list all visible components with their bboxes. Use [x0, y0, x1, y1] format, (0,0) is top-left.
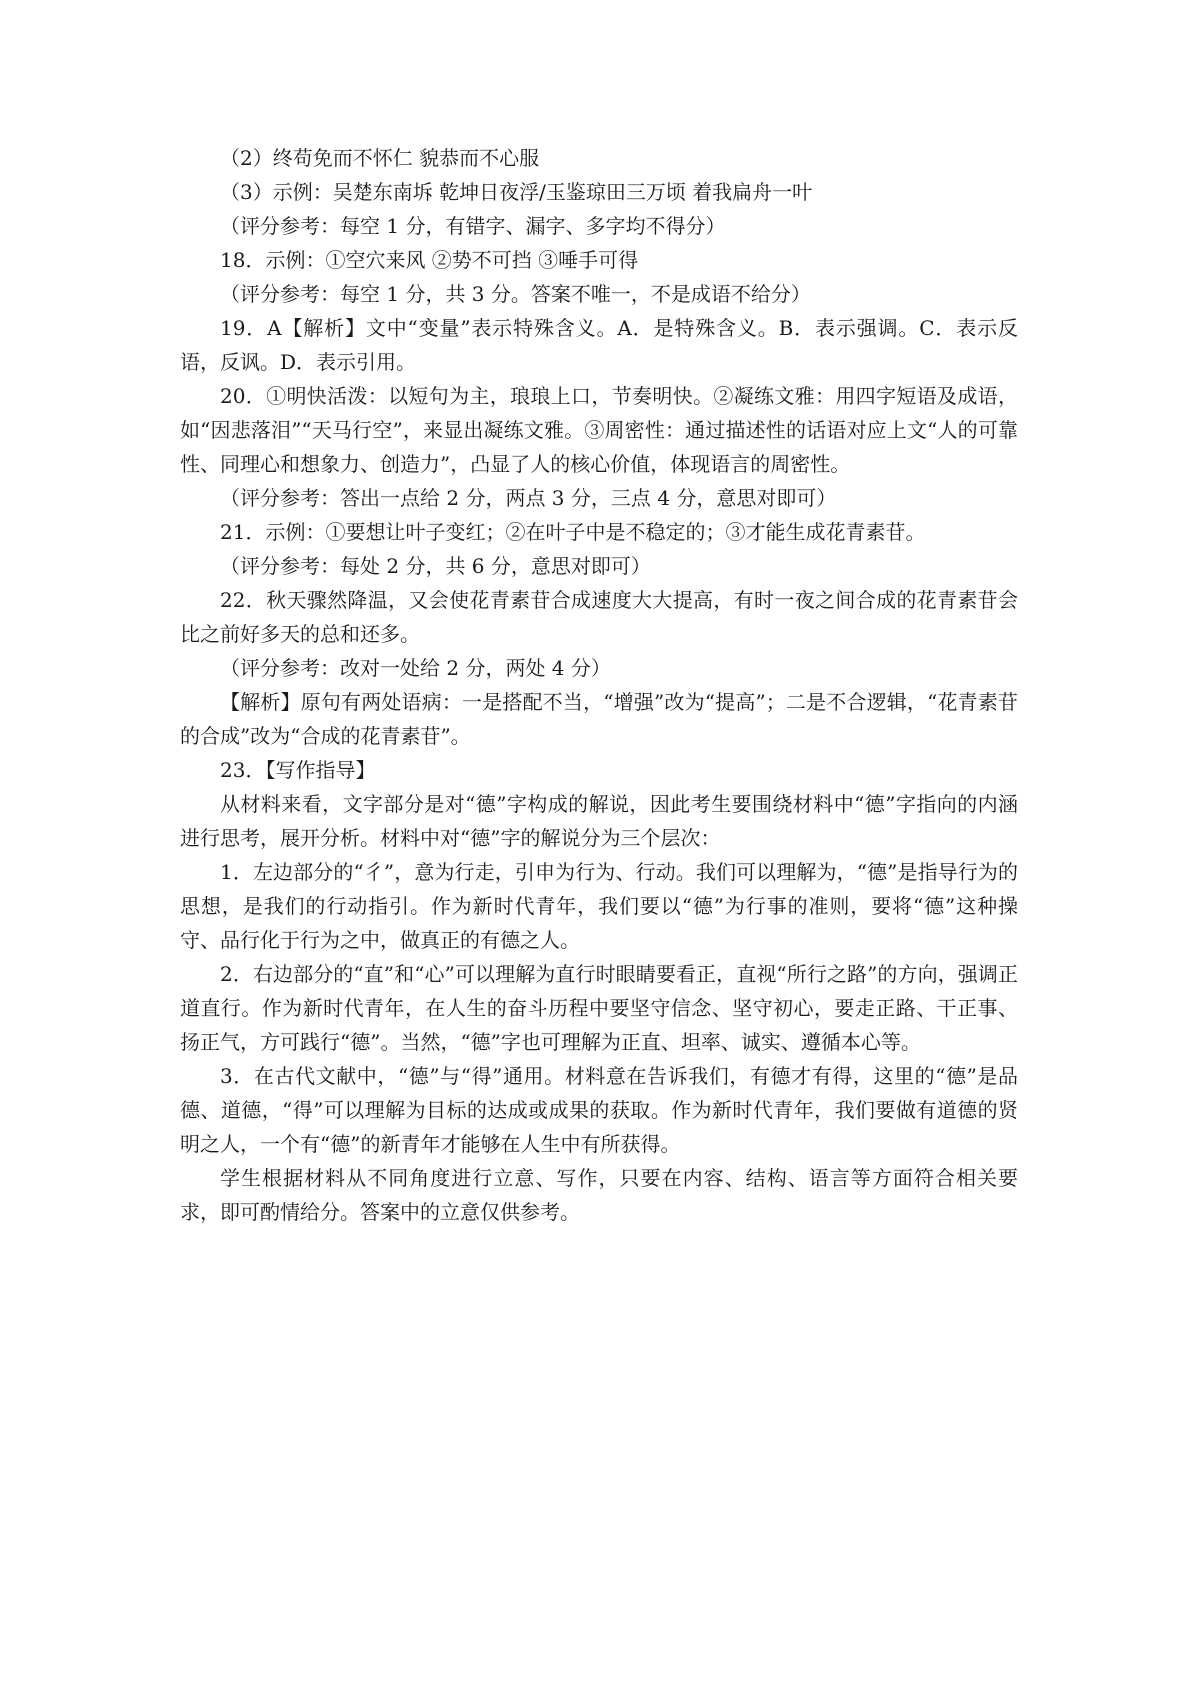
analysis-22: 【解析】原句有两处语病：一是搭配不当，“增强”改为“提高”；二是不合逻辑，“花青素苷的合成”改为“合成的花青素苷”。 [180, 690, 1018, 748]
writing-guide-point-1: 1．左边部分的“彳”，意为行走，引申为行为、行动。我们可以理解为，“德”是指导行为的思想，是我们的行动指引。作为新时代青年，我们要以“德”为行事的准则，要将“德”这种操守、品行化于行为之中，做真正的有德之人。 [180, 860, 1018, 952]
writing-guide-point-3: 3．在古代文献中，“德”与“得”通用。材料意在告诉我们，有德才有得，这里的“德”是品德、道德，“得”可以理解为目标的达成或成果的获取。作为新时代青年，我们要做有道德的贤明之人，一个有“德”的新青年才能够在人生中有所获得。 [180, 1064, 1018, 1156]
writing-guide-closing: 学生根据材料从不同角度进行立意、写作，只要在内容、结构、语言等方面符合相关要求，即可酌情给分。答案中的立意仅供参考。 [180, 1166, 1018, 1224]
answer-line-17-2: （2）终苟免而不怀仁 貌恭而不心服 [220, 146, 540, 170]
answer-text-body [180, 141, 1018, 1229]
answer-21: 21．示例：①要想让叶子变红；②在叶子中是不稳定的；③才能生成花青素苷。 [220, 520, 926, 544]
answer-line-17-3: （3）示例：吴楚东南坼 乾坤日夜浮/玉鉴琼田三万顷 着我扁舟一叶 [220, 180, 813, 204]
scoring-note-18: （评分参考：每空 1 分，共 3 分。答案不唯一，不是成语不给分） [220, 282, 811, 306]
writing-guide-point-2: 2．右边部分的“直”和“心”可以理解为直行时眼睛要看正，直视“所行之路”的方向，强调正道直行。作为新时代青年，在人生的奋斗历程中要坚守信念、坚守初心，要走正路、干正事、扬正气，方可践行“德”。当然，“德”字也可理解为正直、坦率、诚实、遵循本心等。 [180, 962, 1018, 1054]
scoring-note-21: （评分参考：每处 2 分，共 6 分，意思对即可） [220, 554, 651, 578]
scoring-note-22: （评分参考：改对一处给 2 分，两处 4 分） [220, 656, 611, 680]
answer-20: 20．①明快活泼：以短句为主，琅琅上口，节奏明快。②凝练文雅：用四字短语及成语，如“因悲落泪”“天马行空”，来显出凝练文雅。③周密性：通过描述性的话语对应上文“人的可靠性、同理心和想象力、创造力”，凸显了人的核心价值，体现语言的周密性。 [180, 384, 1018, 476]
answer-18: 18．示例：①空穴来风 ②势不可挡 ③唾手可得 [220, 248, 639, 272]
answer-23-heading: 23．【写作指导】 [220, 758, 376, 782]
answer-22: 22．秋天骤然降温，又会使花青素苷合成速度大大提高，有时一夜之间合成的花青素苷会比之前好多天的总和还多。 [180, 588, 1018, 646]
scoring-note-20: （评分参考：答出一点给 2 分，两点 3 分，三点 4 分，意思对即可） [220, 486, 837, 510]
answer-19: 19．A【解析】文中“变量”表示特殊含义。A．是特殊含义。B．表示强调。C．表示反语，反讽。D．表示引用。 [180, 316, 1018, 374]
writing-guide-intro: 从材料来看，文字部分是对“德”字构成的解说，因此考生要围绕材料中“德”字指向的内涵进行思考，展开分析。材料中对“德”字的解说分为三个层次： [180, 792, 1018, 850]
scoring-note-17: （评分参考：每空 1 分，有错字、漏字、多字均不得分） [220, 214, 726, 238]
